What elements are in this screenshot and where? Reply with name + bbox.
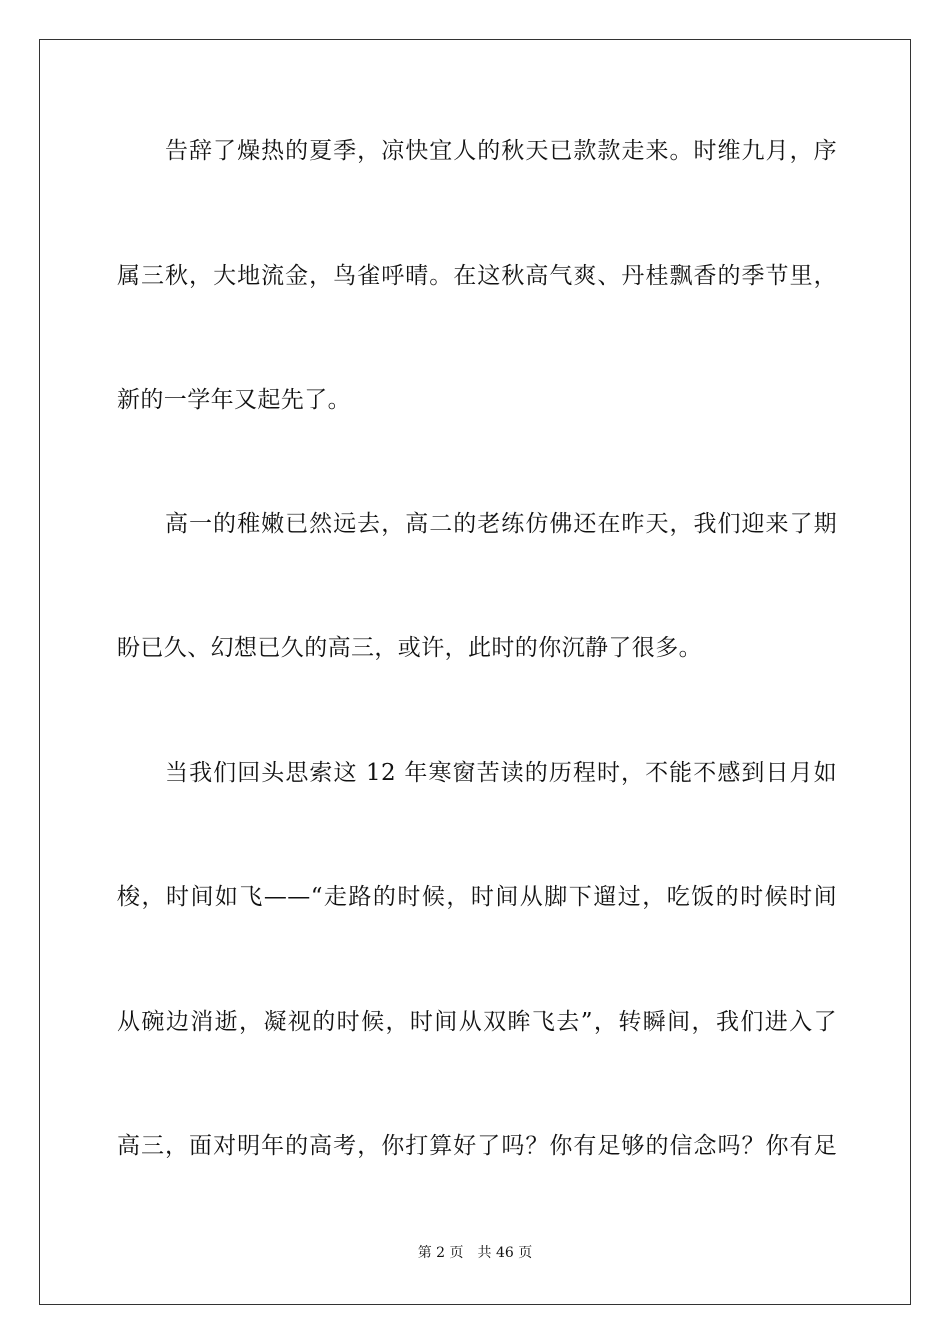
paragraph-2-line-1: 高一的稚嫩已然远去，高二的老练仿佛还在昨天，我们迎来了期: [165, 511, 837, 537]
paragraph-3-line-2: 梭，时间如飞——“走路的时候，时间从脚下遛过，吃饭的时候时间: [117, 884, 837, 910]
paragraph-1-line-3: 新的一学年又起先了。: [117, 387, 351, 413]
total-pages: 共 46 页: [477, 1245, 533, 1261]
page-footer: [0, 1243, 950, 1263]
paragraph-3-line-1: 当我们回头思索这 12 年寒窗苦读的历程时，不能不感到日月如: [165, 760, 837, 786]
paragraph-1-line-2: 属三秋，大地流金，鸟雀呼晴。在这秋高气爽、丹桂飘香的季节里，: [117, 263, 837, 289]
paragraph-1-line-1: 告辞了燥热的夏季，凉快宜人的秋天已款款走来。时维九月，序: [165, 138, 837, 164]
page-number: 第 2 页: [417, 1245, 464, 1261]
page-border: [39, 39, 911, 1305]
paragraph-3-line-4: 高三，面对明年的高考，你打算好了吗？你有足够的信念吗？你有足: [117, 1133, 837, 1159]
paragraph-3-line-3: 从碗边消逝，凝视的时候，时间从双眸飞去”，转瞬间，我们进入了: [117, 1009, 837, 1035]
paragraph-2-line-2: 盼已久、幻想已久的高三，或许，此时的你沉静了很多。: [117, 635, 702, 661]
